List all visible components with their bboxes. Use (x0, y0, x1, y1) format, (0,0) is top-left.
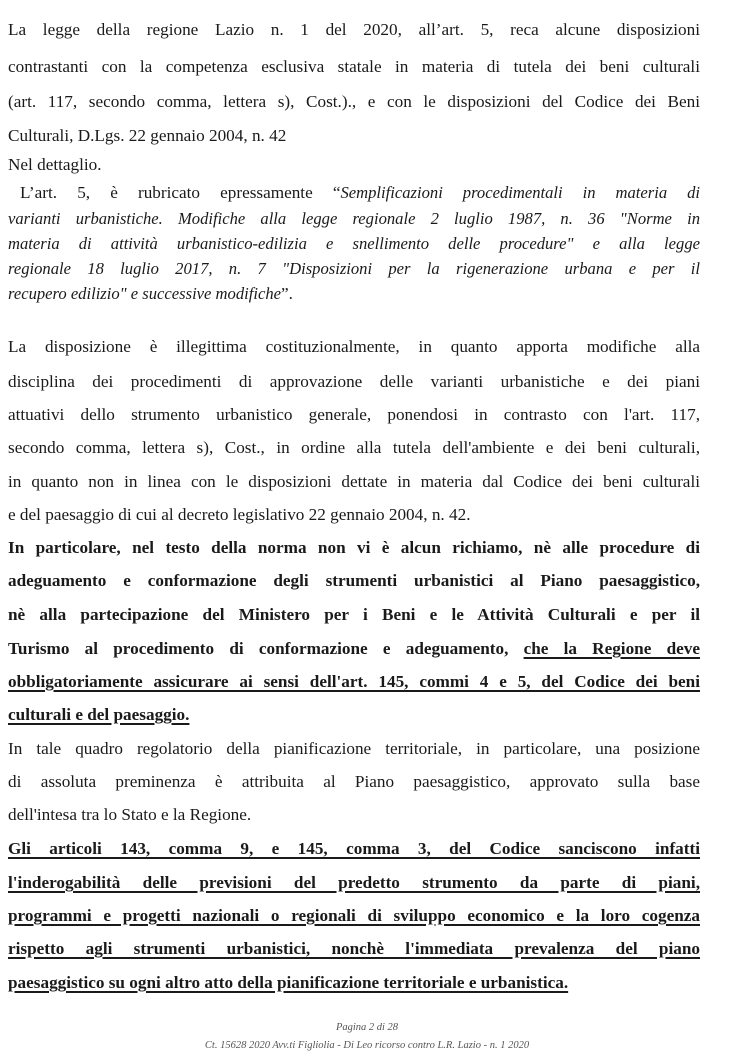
quote-line-4: regionale 18 luglio 2017, n. 7 "Disposizioni per la rigenerazione urbana e per il (8, 259, 700, 278)
quote-line-1 (20, 183, 700, 203)
paragraph-1-line-1: La legge della regione Lazio n. 1 del 2020, all’art. 5, reca alcune disposizioni (8, 20, 700, 39)
paragraph-2-line-4: secondo comma, lettera s), Cost., in ordine alla tutela dell'ambiente e dei beni culturali, (8, 438, 700, 457)
paragraph-2-line-6: e del paesaggio di cui al decreto legislativo 22 gennaio 2004, n. 42. (8, 505, 471, 524)
paragraph-3-line-1: In particolare, nel testo della norma non vi è alcun richiamo, nè alle procedure di (8, 538, 700, 557)
paragraph-4-line-2: di assoluta preminenza è attribuita al Piano paesaggistico, approvato sulla base (8, 772, 700, 791)
detail-line: Nel dettaglio. (8, 155, 102, 174)
paragraph-3-line-2: adeguamento e conformazione degli strumenti urbanistici al Piano paesaggistico, (8, 571, 700, 590)
quote-intro: L’art. 5, è rubricato epressamente “ (20, 183, 341, 202)
paragraph-4-line-1: In tale quadro regolatorio della pianificazione territoriale, in particolare, una posizione (8, 739, 700, 758)
paragraph-3-line-4-plain: Turismo al procedimento di conformazione e adeguamento, (8, 639, 524, 658)
paragraph-4-line-3: dell'intesa tra lo Stato e la Regione. (8, 805, 252, 824)
paragraph-5-line-5: paesaggistico su ogni altro atto della pianificazione territoriale e urbanistica. (8, 973, 569, 992)
paragraph-2-line-3: attuativi dello strumento urbanistico generale, ponendosi in contrasto con l'art. 117, (8, 405, 700, 424)
paragraph-3-line-3: nè alla partecipazione del Ministero per i Beni e le Attività Culturali e per il (8, 605, 700, 624)
footer-reference: Ct. 15628 2020 Avv.ti Figliolia - Di Leo ricorso contro L.R. Lazio - n. 1 2020 (204, 1040, 530, 1051)
paragraph-1-line-4: Culturali, D.Lgs. 22 gennaio 2004, n. 42 (8, 126, 287, 145)
quote-outro: ”. (281, 284, 293, 303)
quote-text-5: recupero edilizio" e successive modifiche (8, 284, 281, 303)
paragraph-1-line-3: (art. 117, secondo comma, lettera s), Cost.)., e con le disposizioni del Codice dei Beni (8, 92, 700, 111)
paragraph-3-line-4 (8, 639, 700, 659)
footer-page-number: Pagina 2 di 28 (335, 1022, 399, 1033)
paragraph-5-line-4: rispetto agli strumenti urbanistici, nonchè l'immediata prevalenza del piano (8, 939, 700, 958)
paragraph-5-line-2: l'inderogabilità delle previsioni del predetto strumento da parte di piani, (8, 873, 700, 892)
paragraph-5-line-1: Gli articoli 143, comma 9, e 145, comma 3, del Codice sanciscono infatti (8, 839, 700, 858)
paragraph-1-line-2: contrastanti con la competenza esclusiva statale in materia di tutela dei beni culturali (8, 57, 700, 76)
paragraph-3-line-6: culturali e del paesaggio. (8, 705, 190, 724)
quote-text-1: Semplificazioni procedimentali in materia di (340, 183, 701, 202)
quote-line-3: materia di attività urbanistico-edilizia e snellimento delle procedure" e alla legge (8, 234, 700, 253)
paragraph-5-line-3: programmi e progetti nazionali o regionali di sviluppo economico e la loro cogenza (8, 906, 700, 925)
paragraph-2-line-1: La disposizione è illegittima costituzionalmente, in quanto apporta modifiche alla (8, 337, 700, 356)
quote-line-5 (8, 284, 700, 304)
paragraph-2-line-5: in quanto non in linea con le disposizioni dettate in materia dal Codice dei beni culturali (8, 472, 700, 491)
paragraph-3-line-4-underlined: che la Regione deve (523, 639, 700, 658)
quote-line-2: varianti urbanistiche. Modifiche alla legge regionale 2 luglio 1987, n. 36 "Norme in (8, 209, 700, 228)
paragraph-3-line-5: obbligatoriamente assicurare ai sensi dell'art. 145, commi 4 e 5, del Codice dei beni (8, 672, 700, 691)
paragraph-2-line-2: disciplina dei procedimenti di approvazione delle varianti urbanistiche e dei piani (8, 372, 700, 391)
